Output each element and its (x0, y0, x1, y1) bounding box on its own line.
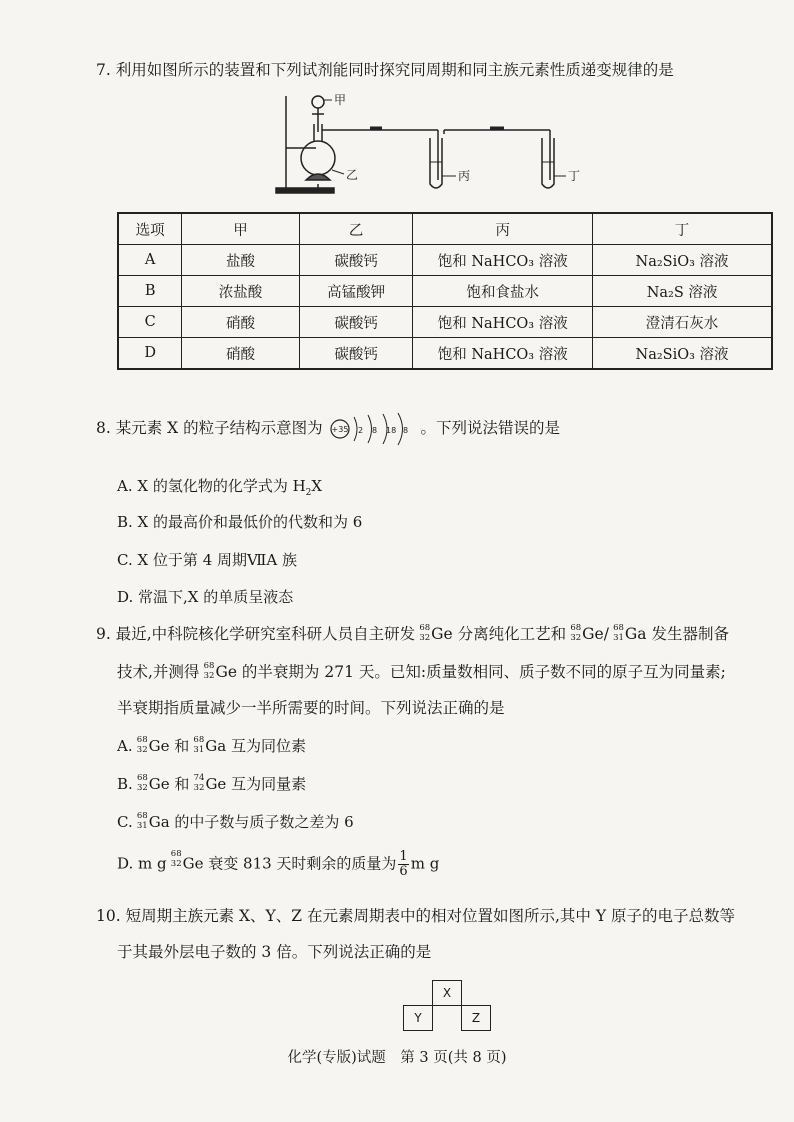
option-text: A. X 的氢化物的化学式为 H (117, 477, 306, 495)
table-cell: 饱和 NaHCO₃ 溶液 (413, 307, 593, 338)
isotope-ge68 (566, 624, 582, 644)
header-cell: 甲 (182, 213, 299, 245)
atomic-number: 32 (193, 783, 205, 793)
q7-reagent-table (117, 212, 773, 370)
element-z-cell: Z (462, 1006, 491, 1031)
table-header-row (118, 213, 772, 245)
q8-stem-after: 。下列说法错误的是 (420, 419, 560, 437)
header-cell: 丙 (413, 213, 593, 245)
mass-number: 68 (136, 773, 148, 783)
table-cell: B (118, 276, 182, 307)
isotope-ga68 (189, 736, 205, 756)
option-text: Ge 和 (148, 737, 190, 755)
label-bing: 丙 (458, 169, 471, 183)
atomic-number: 32 (203, 671, 215, 681)
q10-stem-line1: 10. 短周期主族元素 X、Y、Z 在元素周期表中的相对位置如图所示,其中 Y 原子的电子总数等 (96, 907, 735, 925)
q9-option-c[interactable] (117, 812, 354, 832)
q10-stem-line2: 于其最外层电子数的 3 倍。下列说法正确的是 (117, 943, 432, 961)
table-cell: 浓盐酸 (182, 276, 299, 307)
shell-1: 2 (357, 426, 363, 435)
option-text: A. (117, 737, 133, 755)
q8-option-b[interactable]: B. X 的最高价和最低价的代数和为 6 (117, 513, 363, 531)
fraction (398, 850, 408, 879)
q7-stem: 7. 利用如图所示的装置和下列试剂能同时探究同周期和同主族元素性质递变规律的是 (96, 61, 674, 79)
atomic-number: 32 (570, 633, 582, 643)
table-cell: 澄清石灰水 (593, 307, 772, 338)
q9-option-a[interactable] (117, 736, 306, 756)
shell-2: 8 (371, 426, 377, 435)
table-cell: 盐酸 (182, 245, 299, 276)
table-cell: Na₂SiO₃ 溶液 (593, 338, 772, 370)
q9-stem-line3: 半衰期指质量减少一半所需要的时间。下列说法正确的是 (117, 699, 505, 717)
table-cell: A (118, 245, 182, 276)
label-ding: 丁 (568, 169, 581, 183)
empty-cell (404, 981, 433, 1006)
mass-number: 68 (193, 735, 205, 745)
atomic-number: 31 (193, 745, 205, 755)
option-text: X (311, 477, 323, 495)
table-cell: 饱和食盐水 (413, 276, 593, 307)
isotope-ga68 (133, 812, 149, 832)
mass-number: 68 (570, 623, 582, 633)
header-cell: 乙 (299, 213, 413, 245)
subscript: 2 (305, 488, 312, 498)
isotope-ge68 (133, 736, 149, 756)
atomic-structure-diagram (328, 412, 416, 446)
atomic-number: 32 (170, 859, 182, 869)
mass-number: 68 (419, 623, 431, 633)
shell-4: 8 (402, 426, 408, 435)
isotope-ge68 (415, 624, 431, 644)
atomic-number: 32 (419, 633, 431, 643)
nucleus-charge: +35 (331, 425, 348, 434)
header-cell: 选项 (118, 213, 182, 245)
option-text: B. (117, 775, 133, 793)
stem-text: Ge 的半衰期为 271 天。已知:质量数相同、质子数不同的原子互为同量素; (215, 663, 726, 681)
stem-text: Ga 发生器制备 (624, 625, 729, 643)
empty-cell (462, 981, 491, 1006)
shell-3: 18 (385, 426, 396, 435)
table-cell: 高锰酸钾 (299, 276, 413, 307)
table-cell: 碳酸钙 (299, 338, 413, 370)
table-cell: 饱和 NaHCO₃ 溶液 (413, 338, 593, 370)
table-cell: 碳酸钙 (299, 307, 413, 338)
page-footer: 化学(专版)试题 第 3 页(共 8 页) (287, 1050, 507, 1066)
stem-text: Ge 分离纯化工艺和 (431, 625, 567, 643)
mass-number: 68 (613, 623, 624, 633)
table-cell: Na₂SiO₃ 溶液 (593, 245, 772, 276)
table-row (118, 338, 772, 370)
numerator: 1 (399, 849, 408, 864)
table-cell: 硝酸 (182, 338, 299, 370)
table-cell: C (118, 307, 182, 338)
q8-option-d[interactable]: D. 常温下,X 的单质呈液态 (117, 588, 294, 606)
option-text: D. m g (117, 854, 167, 873)
header-cell: 丁 (593, 213, 772, 245)
q9-stem-line1 (96, 624, 729, 644)
table-row (118, 276, 772, 307)
element-x-cell: X (433, 981, 462, 1006)
q9-option-b[interactable] (117, 774, 306, 794)
isotope-ge68 (167, 850, 183, 870)
isotope-ge68 (199, 662, 215, 682)
table-cell: D (118, 338, 182, 370)
option-text: Ge 和 (148, 775, 190, 793)
mass-number: 68 (203, 661, 215, 671)
option-text: C. (117, 813, 133, 831)
periodic-table-fragment (403, 980, 491, 1031)
mass-number: 68 (170, 849, 182, 859)
table-cell: 硝酸 (182, 307, 299, 338)
option-text: Ga 的中子数与质子数之差为 6 (148, 813, 354, 831)
isotope-ga68 (609, 624, 625, 644)
atomic-number: 31 (613, 633, 624, 643)
table-row (118, 307, 772, 338)
label-jia: 甲 (334, 93, 347, 107)
element-y-cell: Y (404, 1006, 433, 1031)
option-text: m g (410, 854, 440, 873)
q9-option-d[interactable] (117, 850, 439, 879)
stem-text: 9. 最近,中科院核化学研究室科研人员自主研发 (96, 625, 416, 643)
option-text: Ge 衰变 813 天时剩余的质量为 (182, 854, 397, 873)
stem-text: 技术,并测得 (117, 663, 200, 681)
q8-stem (96, 418, 560, 438)
isotope-ge68 (133, 774, 149, 794)
table-row (118, 245, 772, 276)
mass-number: 68 (136, 735, 148, 745)
table-cell: 碳酸钙 (299, 245, 413, 276)
isotope-ge74 (189, 774, 205, 794)
q8-option-c[interactable]: C. X 位于第 4 周期ⅦA 族 (117, 551, 297, 569)
q9-stem-line2 (117, 662, 726, 682)
atomic-number: 32 (136, 783, 148, 793)
option-text: Ge 互为同量素 (205, 775, 307, 793)
table-cell: Na₂S 溶液 (593, 276, 772, 307)
stem-text: Ge/ (582, 625, 609, 643)
mass-number: 74 (193, 773, 205, 783)
empty-cell (433, 1006, 462, 1031)
q7-apparatus-diagram (270, 88, 590, 200)
atomic-number: 32 (136, 745, 148, 755)
q8-stem-before: 8. 某元素 X 的粒子结构示意图为 (96, 419, 323, 437)
label-yi: 乙 (346, 168, 359, 182)
option-text: Ga 互为同位素 (205, 737, 306, 755)
table-cell: 饱和 NaHCO₃ 溶液 (413, 245, 593, 276)
q8-option-a[interactable] (117, 476, 322, 503)
mass-number: 68 (136, 811, 148, 821)
denominator: 6 (399, 864, 408, 879)
atomic-number: 31 (136, 821, 148, 831)
